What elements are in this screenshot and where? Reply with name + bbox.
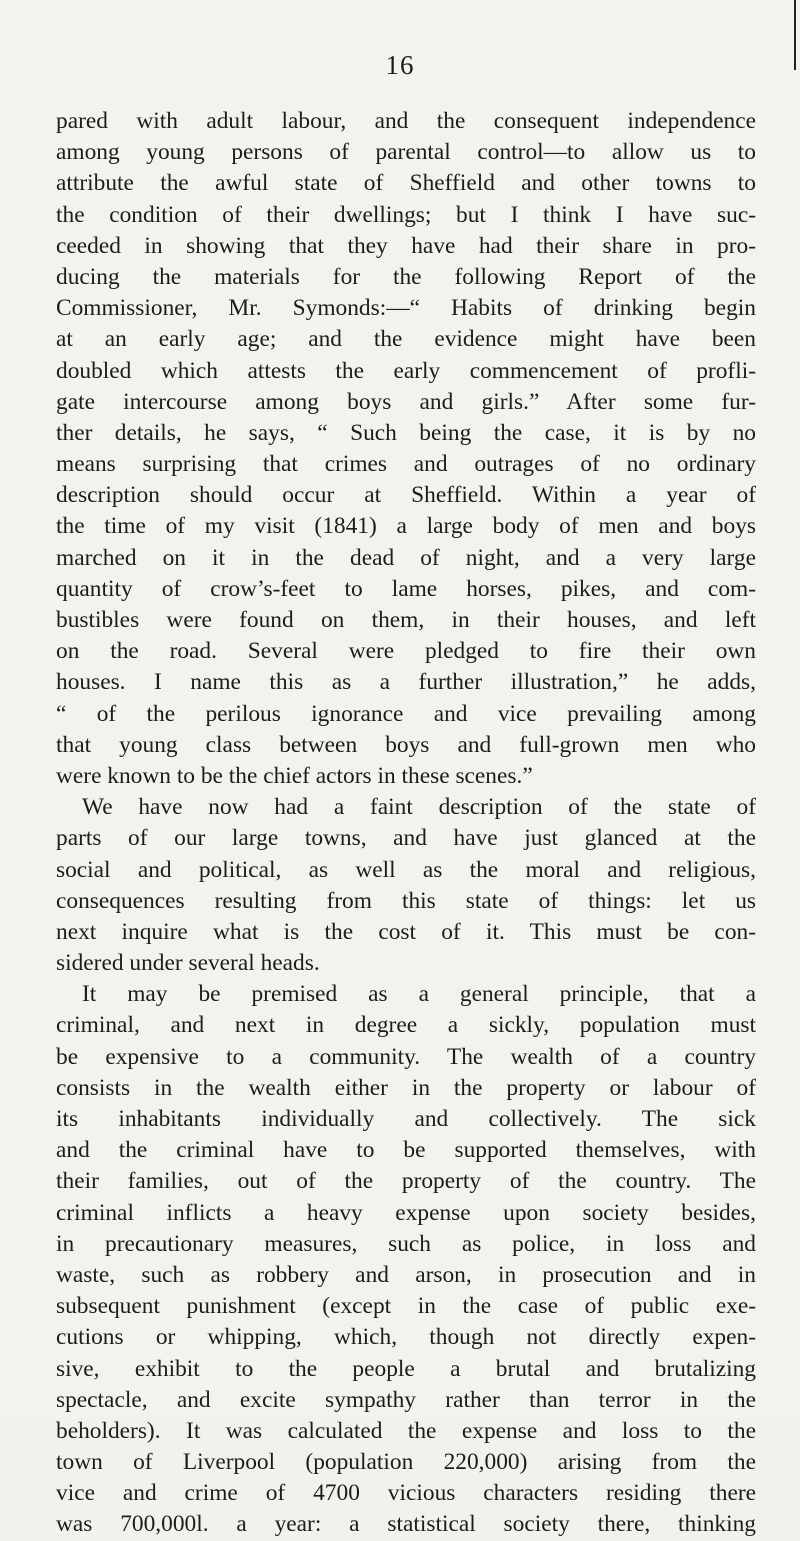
text-line: sidered under several heads. — [56, 950, 320, 977]
text-line: subsequent punishment (except in the case of public exe- — [56, 1293, 756, 1320]
text-line: houses. I name this as a further illustration,” he adds, — [56, 669, 756, 696]
text-line: on the road. Several were pledged to fire their own — [56, 638, 756, 665]
paragraph-start-line: It may be premised as a general principle, that a — [82, 981, 756, 1008]
text-line: gate intercourse among boys and girls.” After some fur- — [56, 388, 756, 415]
text-line: was 700,000l. a year: a statistical society there, thinking — [56, 1511, 756, 1538]
text-line: sive, exhibit to the people a brutal and brutalizing — [56, 1355, 756, 1382]
text-line: ducing the materials for the following Report of the — [56, 263, 756, 290]
text-line: attribute the awful state of Sheffield and other towns to — [56, 170, 756, 197]
text-line: town of Liverpool (population 220,000) arising from the — [56, 1449, 756, 1476]
text-line: cutions or whipping, which, though not directly expen- — [56, 1324, 756, 1351]
paragraph-start-line: We have now had a faint description of the state of — [82, 794, 756, 821]
text-line: its inhabitants individually and collectively. The sick — [56, 1106, 756, 1132]
text-line: the time of my visit (1841) a large body of men and boys — [56, 513, 756, 540]
text-line: be expensive to a community. The wealth of a country — [56, 1043, 756, 1070]
text-line: in precautionary measures, such as police, in loss and — [56, 1230, 756, 1257]
text-line: beholders). It was calculated the expense and loss to the — [56, 1417, 756, 1444]
text-line: means surprising that crimes and outrages of no ordinary — [56, 451, 756, 478]
text-line: waste, such as robbery and arson, in prosecution and in — [56, 1261, 756, 1288]
text-line: the condition of their dwellings; but I think I have suc- — [56, 201, 756, 228]
text-line: were known to be the chief actors in these scenes.” — [56, 762, 533, 789]
text-line: criminal inflicts a heavy expense upon society besides, — [56, 1199, 756, 1226]
text-line: description should occur at Sheffield. Within a year of — [56, 482, 756, 509]
text-line: their families, out of the property of the country. The — [56, 1168, 756, 1195]
text-line: among young persons of parental control—to allow us to — [56, 139, 756, 166]
text-line: next inquire what is the cost of it. This must be con- — [56, 918, 756, 945]
text-line: quantity of crow’s-feet to lame horses, pikes, and com- — [56, 575, 756, 602]
text-line: ther details, he says, “ Such being the case, it is by no — [56, 419, 756, 446]
text-line: ceeded in showing that they have had their share in pro- — [56, 232, 756, 259]
text-line: spectacle, and excite sympathy rather than terror in the — [56, 1386, 756, 1413]
text-line: marched on it in the dead of night, and a very large — [56, 544, 756, 571]
text-line: social and political, as well as the moral and religious, — [56, 856, 756, 883]
text-line: bustibles were found on them, in their houses, and left — [56, 607, 756, 633]
text-line: “ of the perilous ignorance and vice prevailing among — [56, 700, 756, 727]
text-line: vice and crime of 4700 vicious characters residing there — [56, 1480, 756, 1507]
text-line: and the criminal have to be supported themselves, with — [56, 1137, 756, 1164]
text-line: doubled which attests the early commencement of profli- — [56, 357, 756, 384]
body-text — [56, 106, 756, 1541]
text-line: that young class between boys and full-grown men who — [56, 731, 756, 758]
page-number: 16 — [385, 50, 415, 80]
text-line: consequences resulting from this state of things: let us — [56, 887, 756, 914]
text-line: parts of our large towns, and have just glanced at the — [56, 825, 756, 852]
text-line: pared with adult labour, and the consequent independence — [56, 108, 756, 134]
text-line: at an early age; and the evidence might have been — [56, 326, 756, 353]
text-line: Commissioner, Mr. Symonds:—“ Habits of drinking begin — [56, 295, 756, 322]
text-line: consists in the wealth either in the property or labour of — [56, 1074, 756, 1101]
text-line: criminal, and next in degree a sickly, population must — [56, 1012, 756, 1039]
